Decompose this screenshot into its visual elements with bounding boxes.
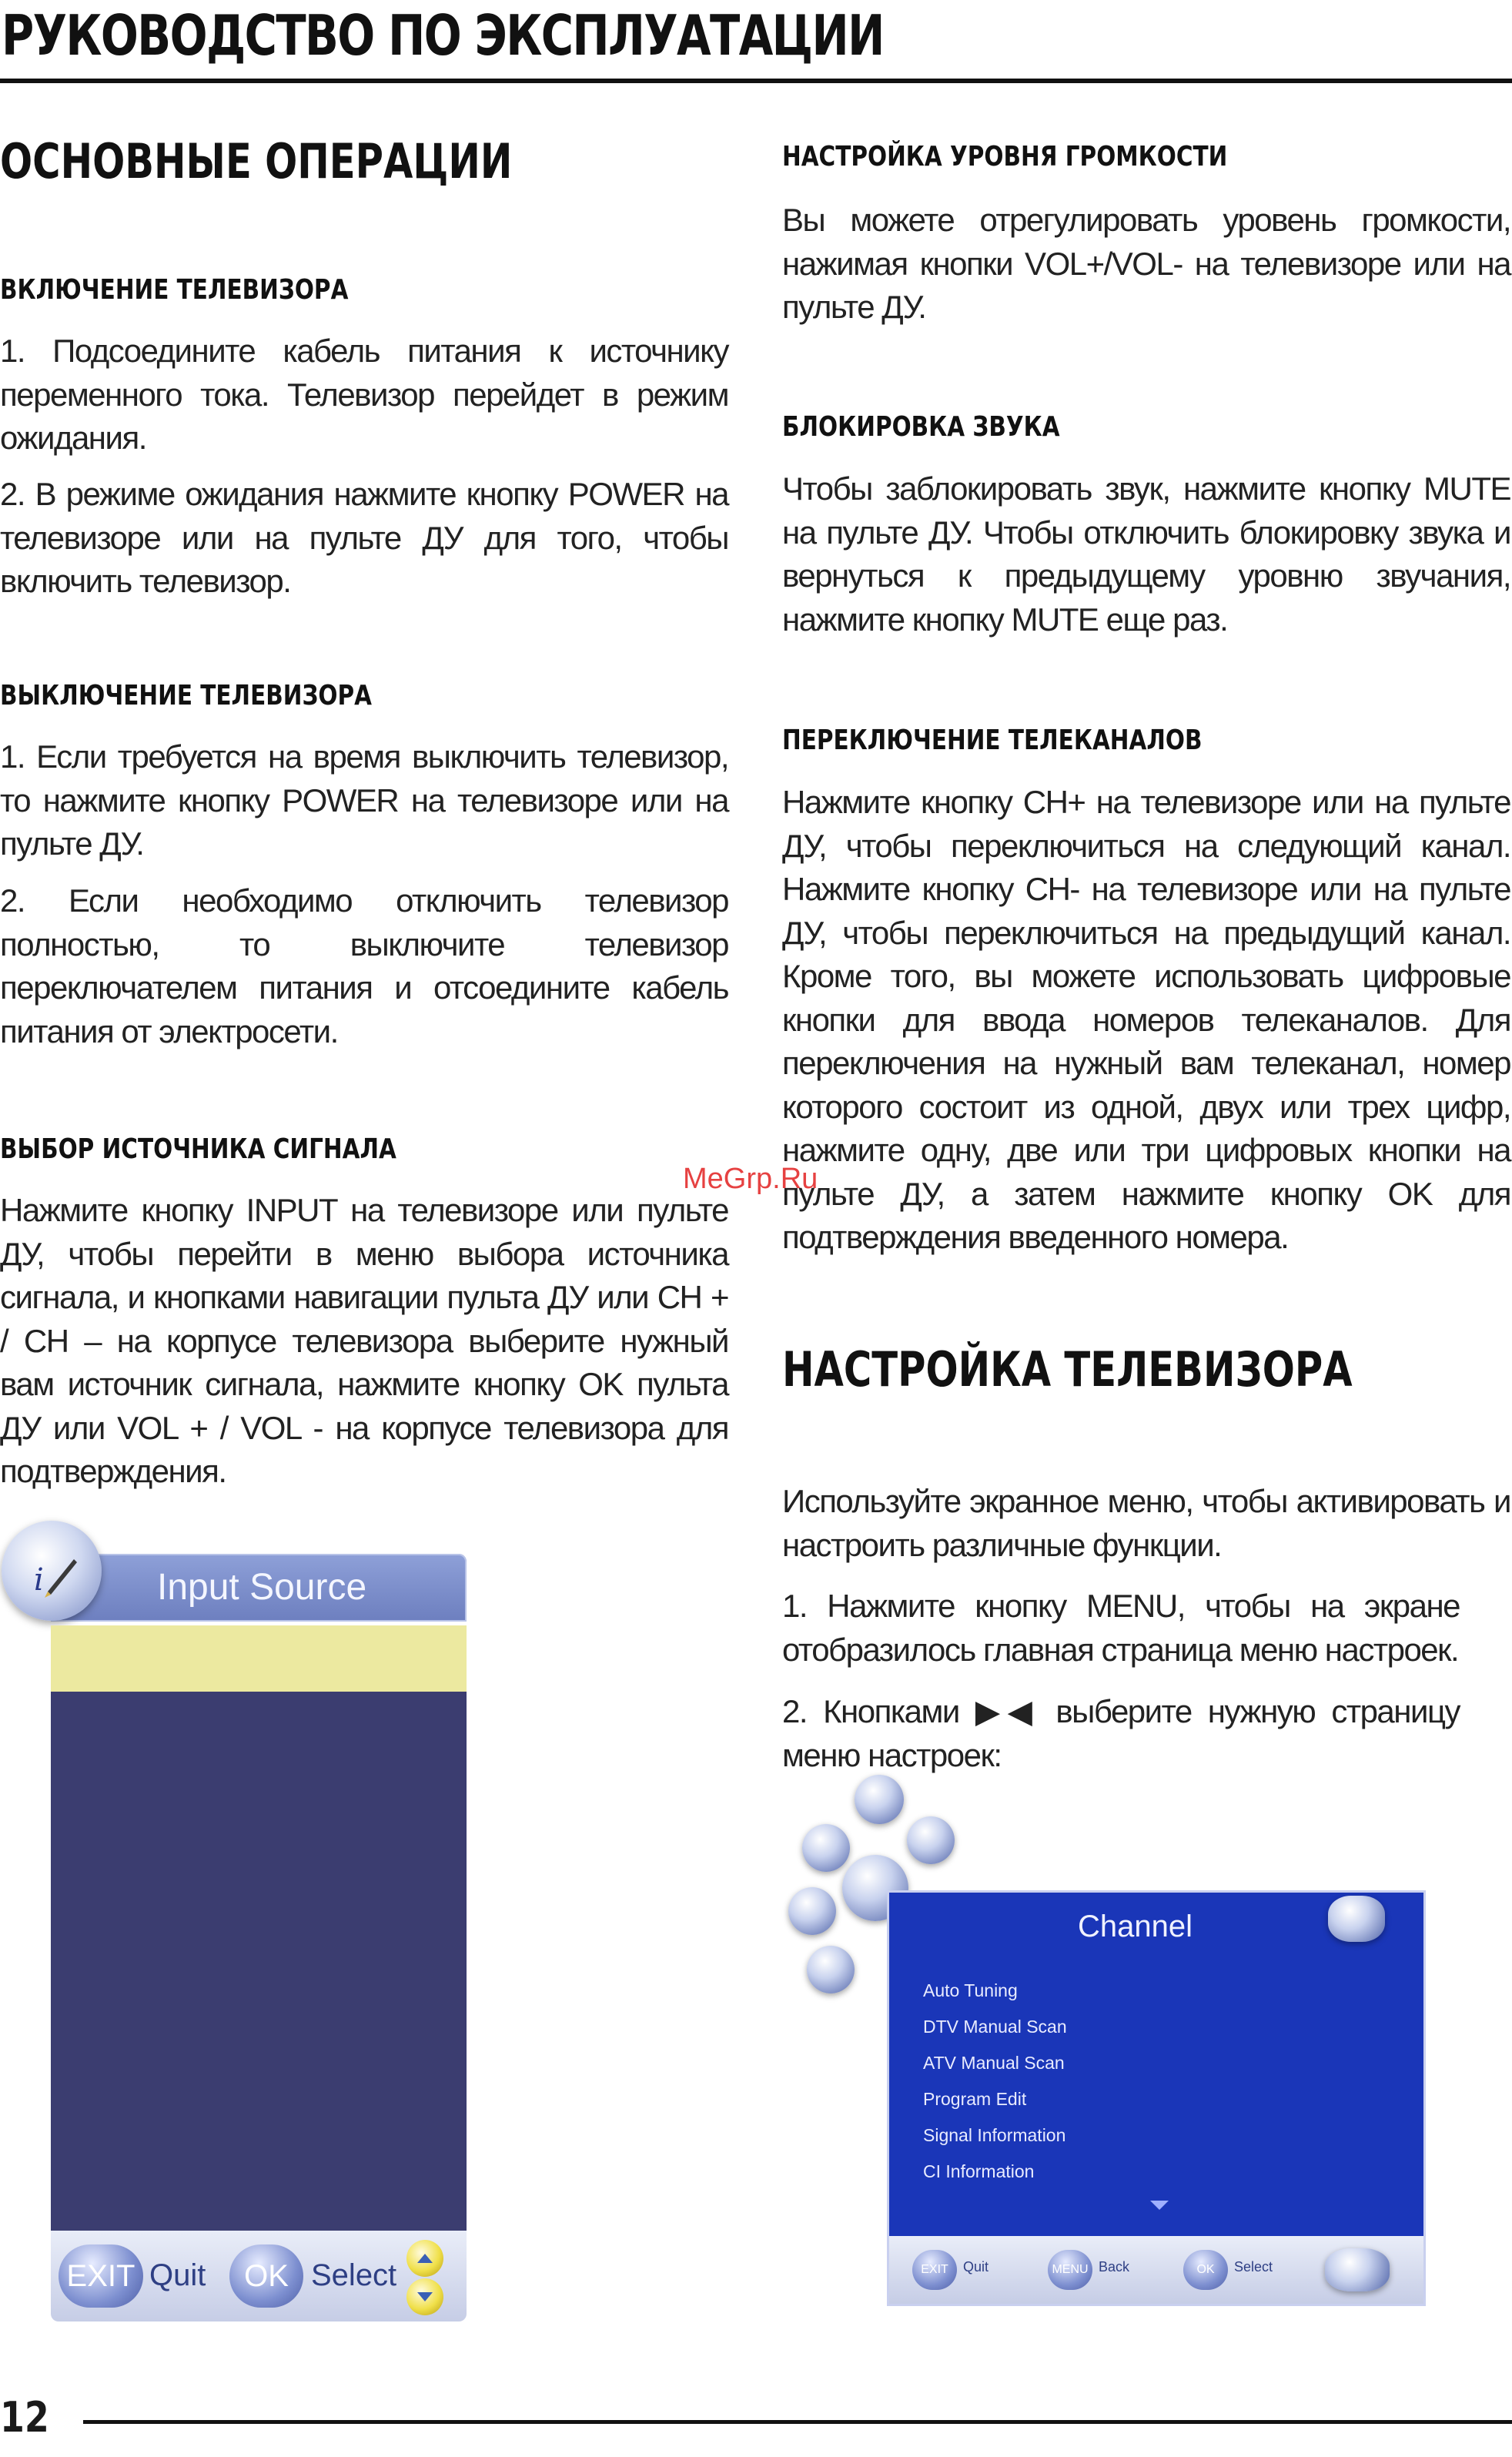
heading-mute: БЛОКИРОВКА ЗВУКА	[782, 411, 1060, 443]
heading-volume: НАСТРОЙКА УРОВНЯ ГРОМКОСТИ	[782, 141, 1228, 172]
channel-item-dtv-manual-scan[interactable]: DTV Manual Scan	[923, 2017, 1067, 2037]
ok-key-label: Select	[311, 2258, 397, 2292]
lock-menu-icon[interactable]	[788, 1887, 836, 1935]
heading-power-on: ВКЛЮЧЕНИЕ ТЕЛЕВИЗОРА	[0, 274, 349, 306]
exit-key-small-label: Quit	[963, 2259, 989, 2275]
scroll-down-icon[interactable]	[1150, 2201, 1169, 2210]
exit-key-label: Quit	[149, 2258, 206, 2292]
channel-item-ci-information[interactable]: CI Information	[923, 2161, 1035, 2181]
footer-rule	[83, 2420, 1512, 2424]
channel-menu	[771, 1775, 1426, 2314]
menu-key-small-icon[interactable]: MENU	[1048, 2250, 1092, 2290]
paragraph-setup-intro: Используйте экранное меню, чтобы активировать и настроить различные функции.	[782, 1483, 1510, 1563]
paragraph-setup-step-2: 2. Кнопками ▶◀ выберите нужную страницу меню настроек:	[782, 1693, 1460, 1773]
setup-menu-icon[interactable]	[807, 1946, 855, 1993]
paragraph-power-off-2: 2. Если необходимо отключить телевизор полностью, то выключите телевизор переключателем питания и отсоедините кабель питания от электросети.	[0, 882, 728, 1049]
page-number: 12	[0, 2393, 49, 2442]
paragraph-setup-step-1: 1. Нажмите кнопку MENU, чтобы на экране отобразилось главная страница меню настроек.	[782, 1588, 1460, 1668]
paragraph-mute: Чтобы заблокировать звук, нажмите кнопку MUTE на пульте ДУ. Чтобы отключить блокировку звука и вернуться к предыдущему уровню звучания, нажмите кнопку MUTE еще раз.	[782, 470, 1510, 638]
heading-channels: ПЕРЕКЛЮЧЕНИЕ ТЕЛЕКАНАЛОВ	[782, 725, 1203, 756]
pen-icon	[31, 1552, 77, 1598]
ok-key-small-label: Select	[1234, 2259, 1273, 2275]
picture-menu-icon[interactable]	[855, 1775, 904, 1824]
heading-source-select: ВЫБОР ИСТОЧНИКА СИГНАЛА	[0, 1133, 396, 1165]
input-source-menu	[0, 1521, 470, 2345]
svg-text:i: i	[34, 1562, 44, 1598]
channel-footer	[889, 2236, 1423, 2304]
channel-item-auto-tuning[interactable]: Auto Tuning	[923, 1980, 1018, 2000]
paragraph-power-off-1: 1. Если требуется на время выключить телевизор, то нажмите кнопку POWER на телевизоре или на пульте ДУ.	[0, 738, 728, 862]
section-title-basic-operations: ОСНОВНЫЕ ОПЕРАЦИИ	[0, 133, 513, 189]
paragraph-source-select: Нажмите кнопку INPUT на телевизоре или пульте ДУ, чтобы перейти в меню выбора источника сигнала, и кнопками навигации пульта ДУ или CH + / CH – на корпусе телевизора выберите нужный вам источник сигнала, нажмите кнопку OK пульта ДУ или VOL + / VOL - на корпусе телевизора для подтверждения.	[0, 1192, 728, 1489]
ok-key-icon[interactable]: OK	[229, 2244, 303, 2308]
watermark: MeGrp.Ru	[683, 1163, 818, 1195]
input-source-title: Input Source	[157, 1567, 367, 1608]
ok-key-small-icon[interactable]: OK	[1183, 2250, 1228, 2290]
header-rule	[0, 79, 1512, 83]
page-header	[0, 3, 1512, 95]
bubbles-decoration-icon	[1328, 1896, 1385, 1942]
channel-item-atv-manual-scan[interactable]: ATV Manual Scan	[923, 2053, 1065, 2073]
paragraph-channels: Нажмите кнопку CH+ на телевизоре или на пульте ДУ, чтобы переключиться на следующий канал. Нажмите кнопку CH- на телевизоре или на пульте ДУ, чтобы переключиться на предыдущий канал. Кроме того, вы можете использовать цифровые кнопки для ввода номеров телеканалов. Для переключения на нужный вам телеканал, номер которого состоит из одной, двух или трех цифр, нажмите одну, две или три цифровых кнопки на пульте ДУ, а затем нажмите кнопку OK для подтверждения введенного номера.	[782, 784, 1510, 1255]
input-source-footer	[51, 2231, 467, 2321]
exit-key-icon[interactable]: EXIT	[59, 2244, 143, 2308]
channel-item-program-edit[interactable]: Program Edit	[923, 2089, 1027, 2109]
sound-menu-icon[interactable]	[802, 1824, 850, 1872]
paragraph-volume: Вы можете отрегулировать уровень громкости, нажимая кнопки VOL+/VOL- на телевизоре или на пульте ДУ.	[782, 202, 1510, 325]
navigation-pad-icon[interactable]	[1325, 2248, 1390, 2291]
menu-key-small-label: Back	[1099, 2259, 1130, 2275]
paragraph-power-on-2: 2. В режиме ожидания нажмите кнопку POWER на телевизоре или на пульте ДУ для того, чтобы включить телевизор.	[0, 476, 728, 599]
heading-power-off: ВЫКЛЮЧЕНИЕ ТЕЛЕВИЗОРА	[0, 680, 373, 711]
channel-panel	[887, 1890, 1426, 2306]
channel-title: Channel	[1078, 1910, 1193, 1943]
input-source-title-bar	[51, 1554, 467, 1622]
channel-item-list	[923, 1973, 1067, 2190]
channel-item-signal-information[interactable]: Signal Information	[923, 2125, 1066, 2145]
exit-key-small-icon[interactable]: EXIT	[912, 2250, 957, 2290]
info-pen-icon	[2, 1521, 102, 1621]
input-source-selected-row[interactable]	[51, 1625, 467, 1692]
arrow-up-icon[interactable]	[406, 2240, 443, 2277]
paragraph-power-on-1: 1. Подсоедините кабель питания к источнику переменного тока. Телевизор перейдет в режим ожидания.	[0, 333, 728, 456]
section-title-tv-setup: НАСТРОЙКА ТЕЛЕВИЗОРА	[782, 1341, 1353, 1398]
page-title: РУКОВОДСТВО ПО ЭКСПЛУАТАЦИИ	[2, 3, 884, 68]
arrow-down-icon[interactable]	[406, 2278, 443, 2315]
input-source-list	[51, 1692, 467, 2231]
time-menu-icon[interactable]	[907, 1816, 955, 1864]
